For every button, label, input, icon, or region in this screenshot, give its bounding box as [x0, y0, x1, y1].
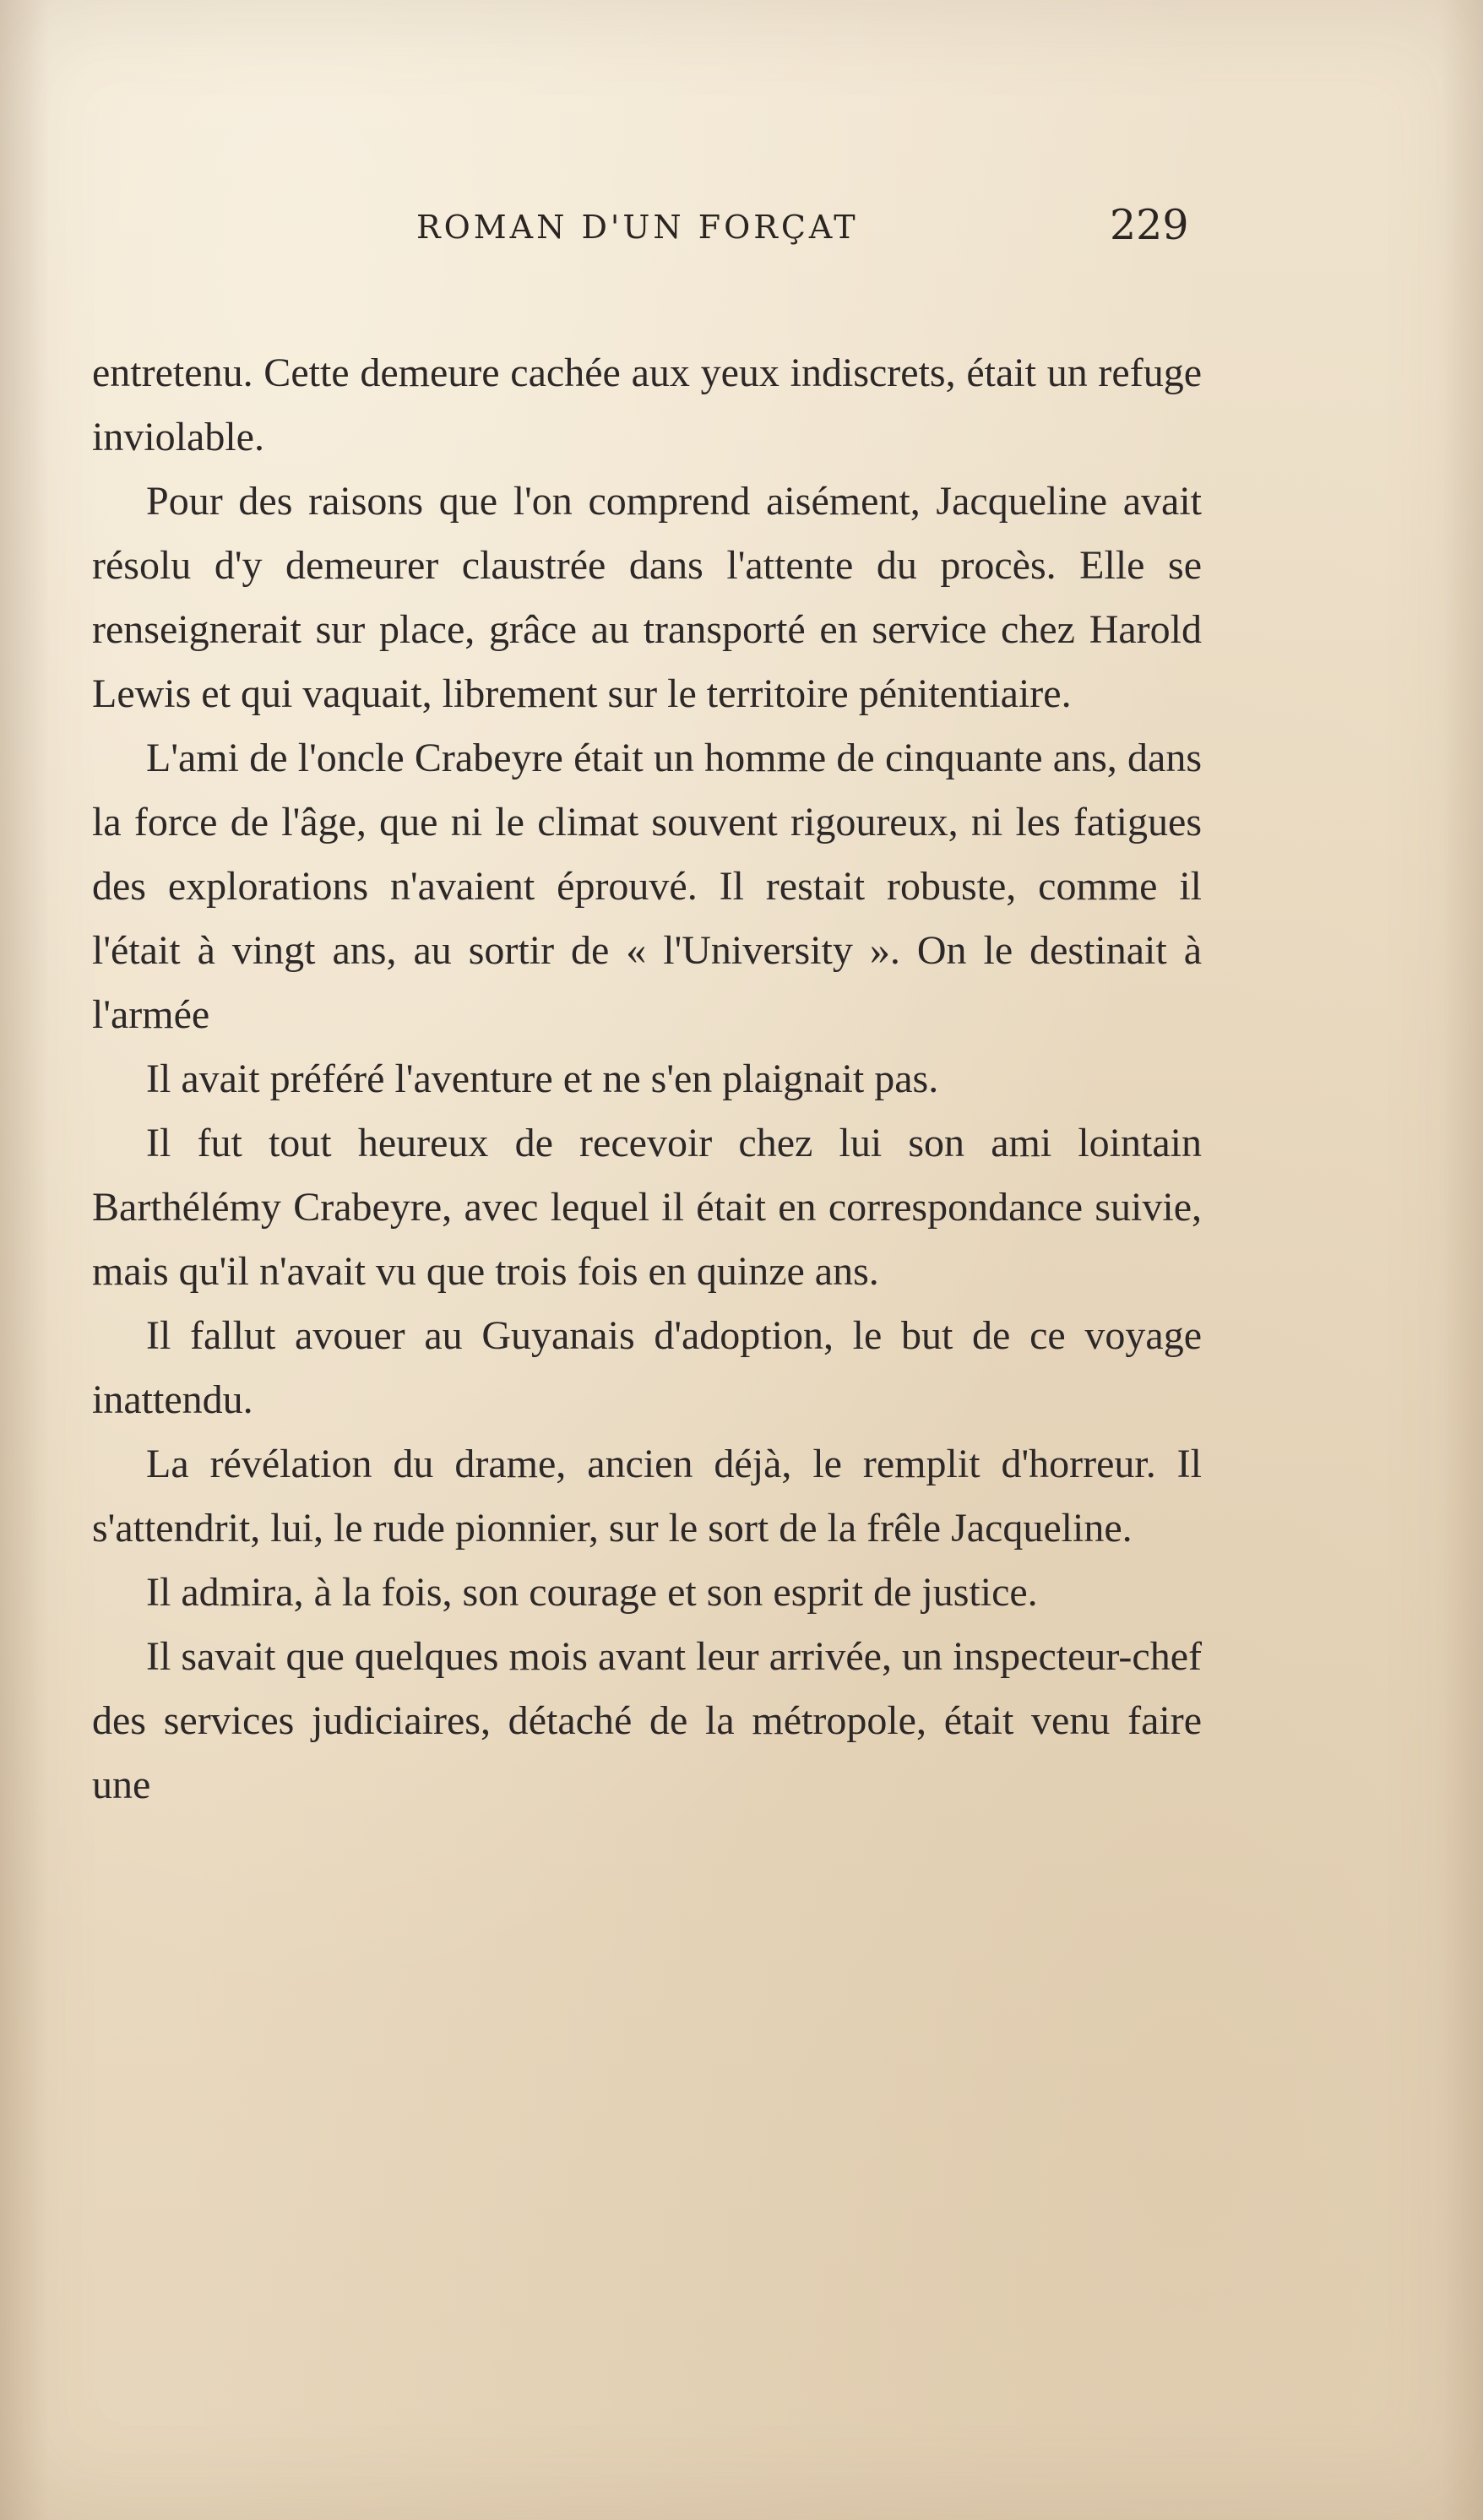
paragraph-3: L'ami de l'oncle Crabeyre était un homme de cinquante ans, dans la force de l'âge, que ni le climat souvent rigoureux, ni les fatigues des explorations n'avaient éprouvé. Il restait robuste, comme il l'était à vingt ans, au sortir de « l'University ». On le destinait à l'armée [92, 736, 1202, 1037]
body-text [92, 341, 1202, 1817]
page-header [0, 196, 1483, 255]
paragraph-4: Il avait préféré l'aventure et ne s'en plaignait pas. [146, 1056, 939, 1101]
paragraph-8: Il admira, à la fois, son courage et son esprit de justice. [146, 1570, 1038, 1615]
paragraph-2: Pour des raisons que l'on comprend aisément, Jacqueline avait résolu d'y demeurer claustrée dans l'attente du procès. Elle se renseignerait sur place, grâce au transporté en service chez Harold Lewis et qui vaquait, librement sur le territoire pénitentiaire. [92, 479, 1202, 716]
paragraph-6: Il fallut avouer au Guyanais d'adoption, le but de ce voyage inattendu. [92, 1313, 1202, 1422]
paragraph-7: La révélation du drame, ancien déjà, le remplit d'horreur. Il s'attendrit, lui, le rude pionnier, sur le sort de la frêle Jacqueline. [92, 1442, 1202, 1551]
page-left-shadow [0, 0, 49, 2520]
paragraph-1: entretenu. Cette demeure cachée aux yeux indiscrets, était un refuge inviolable. [92, 350, 1202, 459]
page-right-shadow [1441, 0, 1483, 2520]
running-title: ROMAN D'UN FORÇAT [416, 209, 859, 246]
paragraph-5: Il fut tout heureux de recevoir chez lui son ami lointain Barthélémy Crabeyre, avec lequel il était en correspondance suivie, mais qu'il n'avait vu que trois fois en quinze ans. [92, 1121, 1202, 1294]
paragraph-9: Il savait que quelques mois avant leur arrivée, un inspecteur-chef des services judiciaires, détaché de la métropole, était venu faire une [92, 1634, 1202, 1807]
page-number: 229 [1110, 201, 1189, 249]
